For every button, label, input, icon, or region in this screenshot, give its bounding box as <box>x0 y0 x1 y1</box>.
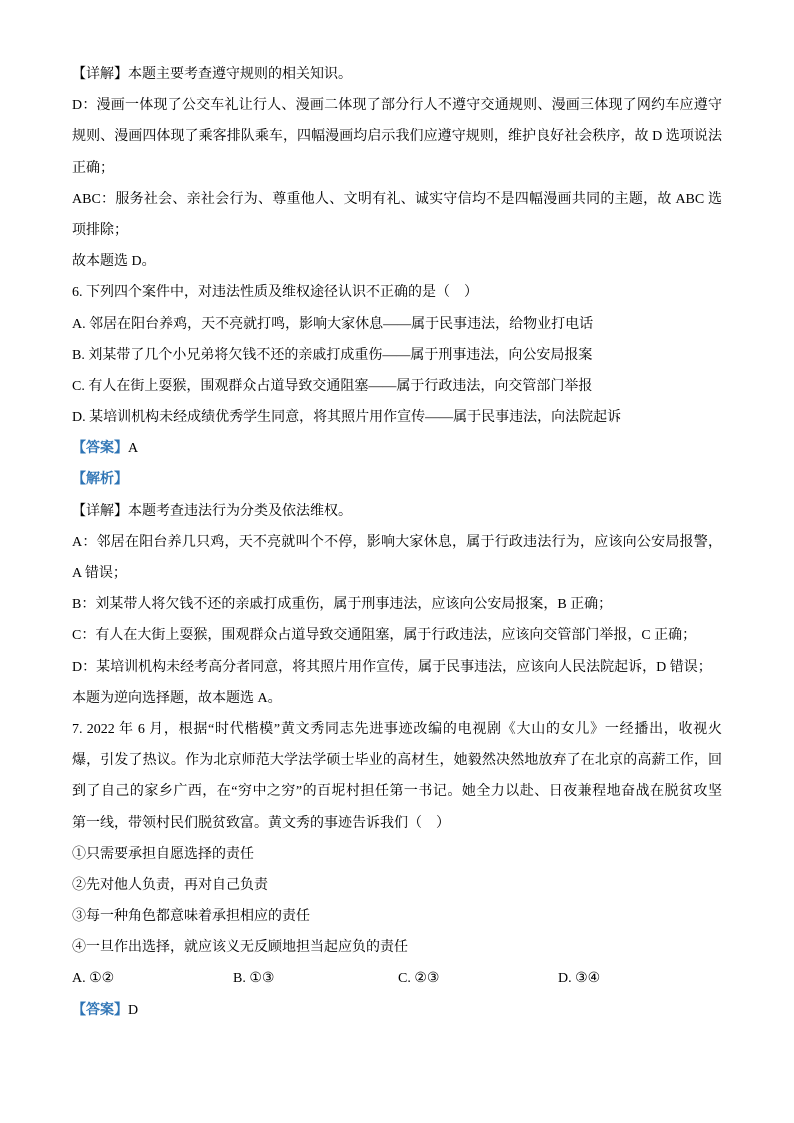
q6-answer-value: A <box>128 441 139 457</box>
q6-explanation-line-6: 本题为逆向选择题，故本题选 A。 <box>72 690 282 706</box>
q6-stem: 6. 下列四个案件中，对违法性质及维权途径认识不正确的是（ ） <box>72 285 478 301</box>
q6-explanation-line-4: C：有人在大街上耍猴，围观群众占道导致交通阻塞，属于行政违法，应该向交管部门举报，C 正确； <box>72 628 697 644</box>
q6-answer-line <box>72 433 722 464</box>
q6-option-c: C. 有人在街上耍猴，围观群众占道导致交通阻塞——属于行政违法，向交管部门举报 <box>72 378 593 394</box>
q6-detail-label: 【详解】 <box>72 503 128 519</box>
q7-stem-line-4: 第一线，带领村民们脱贫致富。黄文秀的事迹告诉我们（ ） <box>72 815 450 831</box>
q5-option-d-line-1: D：漫画一体现了公交车礼让行人、漫画二体现了部分行人不遵守交通规则、漫画三体现了网约车应遵守 <box>72 98 722 114</box>
q5-option-abc-line-1: ABC：服务社会、亲社会行为、尊重他人、文明有礼、诚实守信均不是四幅漫画共同的主题，故 ABC 选 <box>72 191 722 207</box>
q5-detail-label: 【详解】 <box>72 67 128 82</box>
q6-explanation-line-1: A：邻居在阳台养几只鸡，天不亮就叫个不停，影响大家休息，属于行政违法行为，应该向公安局报警， <box>72 534 722 550</box>
q7-statement-2: ②先对他人负责，再对自己负责 <box>72 877 268 893</box>
q6-option-b: B. 刘某带了几个小兄弟将欠钱不还的亲戚打成重伤——属于刑事违法，向公安局报案 <box>72 347 593 363</box>
q6-explanation-line-3: B：刘某带人将欠钱不还的亲戚打成重伤，属于刑事违法，应该向公安局报案，B 正确； <box>72 597 613 613</box>
q7-statement-4: ④一旦作出选择，就应该义无反顾地担当起应负的责任 <box>72 940 408 956</box>
q5-option-d-line-3: 正确； <box>72 160 114 176</box>
q5-conclusion: 故本题选 D。 <box>72 254 156 270</box>
q7-stem-line-3: 到了自己的家乡广西，在“穷中之穷”的百坭村担任第一书记。她全力以赴、日夜兼程地奋战在脱贫攻坚 <box>72 784 722 800</box>
q7-option-b: B. ①③ <box>233 971 275 987</box>
q5-detail-text: 本题主要考查遵守规则的相关知识。 <box>128 67 352 82</box>
q6-answer-label: 【答案】 <box>72 441 128 457</box>
q6-option-d: D. 某培训机构未经成绩优秀学生同意，将其照片用作宣传——属于民事违法，向法院起诉 <box>72 410 622 426</box>
q7-options-row <box>72 963 722 994</box>
q7-option-d: D. ③④ <box>558 971 601 987</box>
q7-stem-line-2: 爆，引发了热议。作为北京师范大学法学硕士毕业的高材生，她毅然决然地放弃了在北京的高薪工作，回 <box>72 753 722 769</box>
q6-explanation-line-5: D：某培训机构未经考高分者同意，将其照片用作宣传，属于民事违法，应该向人民法院起诉，D 错误； <box>72 659 712 675</box>
q5-detail-line <box>72 59 722 90</box>
q6-detail-text: 本题考查违法行为分类及依法维权。 <box>128 503 352 519</box>
q7-answer-value: D <box>128 1002 139 1018</box>
q6-analysis-label: 【解析】 <box>72 472 128 488</box>
q7-answer-label: 【答案】 <box>72 1002 128 1018</box>
q6-detail-line <box>72 496 722 527</box>
q7-answer-line <box>72 995 722 1026</box>
q6-option-a: A. 邻居在阳台养鸡，天不亮就打鸣，影响大家休息——属于民事违法，给物业打电话 <box>72 316 594 332</box>
q6-explanation-line-2: A 错误； <box>72 566 127 581</box>
page-content <box>72 59 722 1026</box>
q5-option-abc-line-2: 项排除； <box>72 222 128 238</box>
q7-stem-line-1: 7. 2022 年 6 月，根据“时代楷模”黄文秀同志先进事迹改编的电视剧《大山的女儿》一经播出，收视火 <box>72 721 722 737</box>
q7-option-a: A. ①② <box>72 971 115 987</box>
q7-statement-3: ③每一种角色都意味着承担相应的责任 <box>72 909 310 925</box>
q6-analysis-line <box>72 464 722 495</box>
q5-option-d-line-2: 规则、漫画四体现了乘客排队乘车，四幅漫画均启示我们应遵守规则，维护良好社会秩序，故 D 选项说法 <box>72 129 722 145</box>
q7-option-c: C. ②③ <box>398 971 440 987</box>
q7-statement-1: ①只需要承担自愿选择的责任 <box>72 846 254 862</box>
